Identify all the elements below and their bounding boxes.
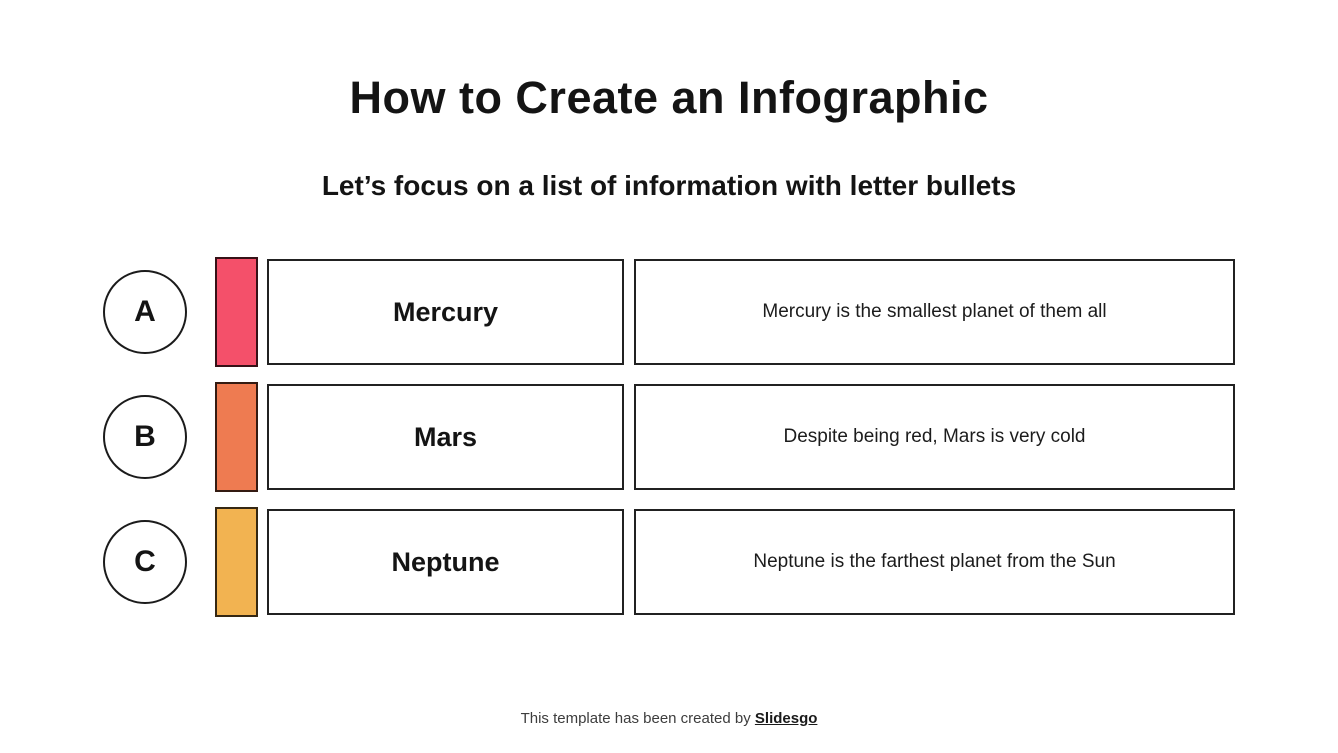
accent-bar-red [215, 257, 258, 367]
description-text: Mercury is the smallest planet of them all [762, 301, 1107, 322]
name-label: Mercury [392, 296, 499, 327]
bullet-letter: B [134, 420, 156, 453]
accent-bar-orange [215, 382, 258, 492]
list-item-b [103, 382, 1235, 492]
name-box-mars [267, 384, 624, 490]
description-box-neptune [634, 509, 1235, 615]
page-title: How to Create an Infographic [349, 72, 989, 123]
name-box-neptune [267, 509, 624, 615]
list-item-c [103, 507, 1235, 617]
slidesgo-link[interactable]: Slidesgo [754, 710, 818, 727]
footer-credit [0, 710, 1338, 727]
name-label: Mars [413, 421, 478, 452]
description-box-mars [634, 384, 1235, 490]
bullet-circle-a [103, 270, 187, 354]
bullet-circle-c [103, 520, 187, 604]
description-box-mercury [634, 259, 1235, 365]
list-item-a [103, 257, 1235, 367]
description-text: Despite being red, Mars is very cold [783, 426, 1086, 447]
letter-bullet-list [103, 257, 1235, 617]
description-text: Neptune is the farthest planet from the Sun [753, 551, 1116, 572]
accent-bar-yellow [215, 507, 258, 617]
bullet-circle-b [103, 395, 187, 479]
footer-text: This template has been created by [520, 710, 755, 727]
bullet-letter: A [134, 295, 156, 328]
bullet-letter: C [134, 545, 156, 578]
slide-subtitle: Let’s focus on a list of information with letter bullets [321, 170, 1017, 201]
name-box-mercury [267, 259, 624, 365]
name-label: Neptune [391, 546, 500, 577]
